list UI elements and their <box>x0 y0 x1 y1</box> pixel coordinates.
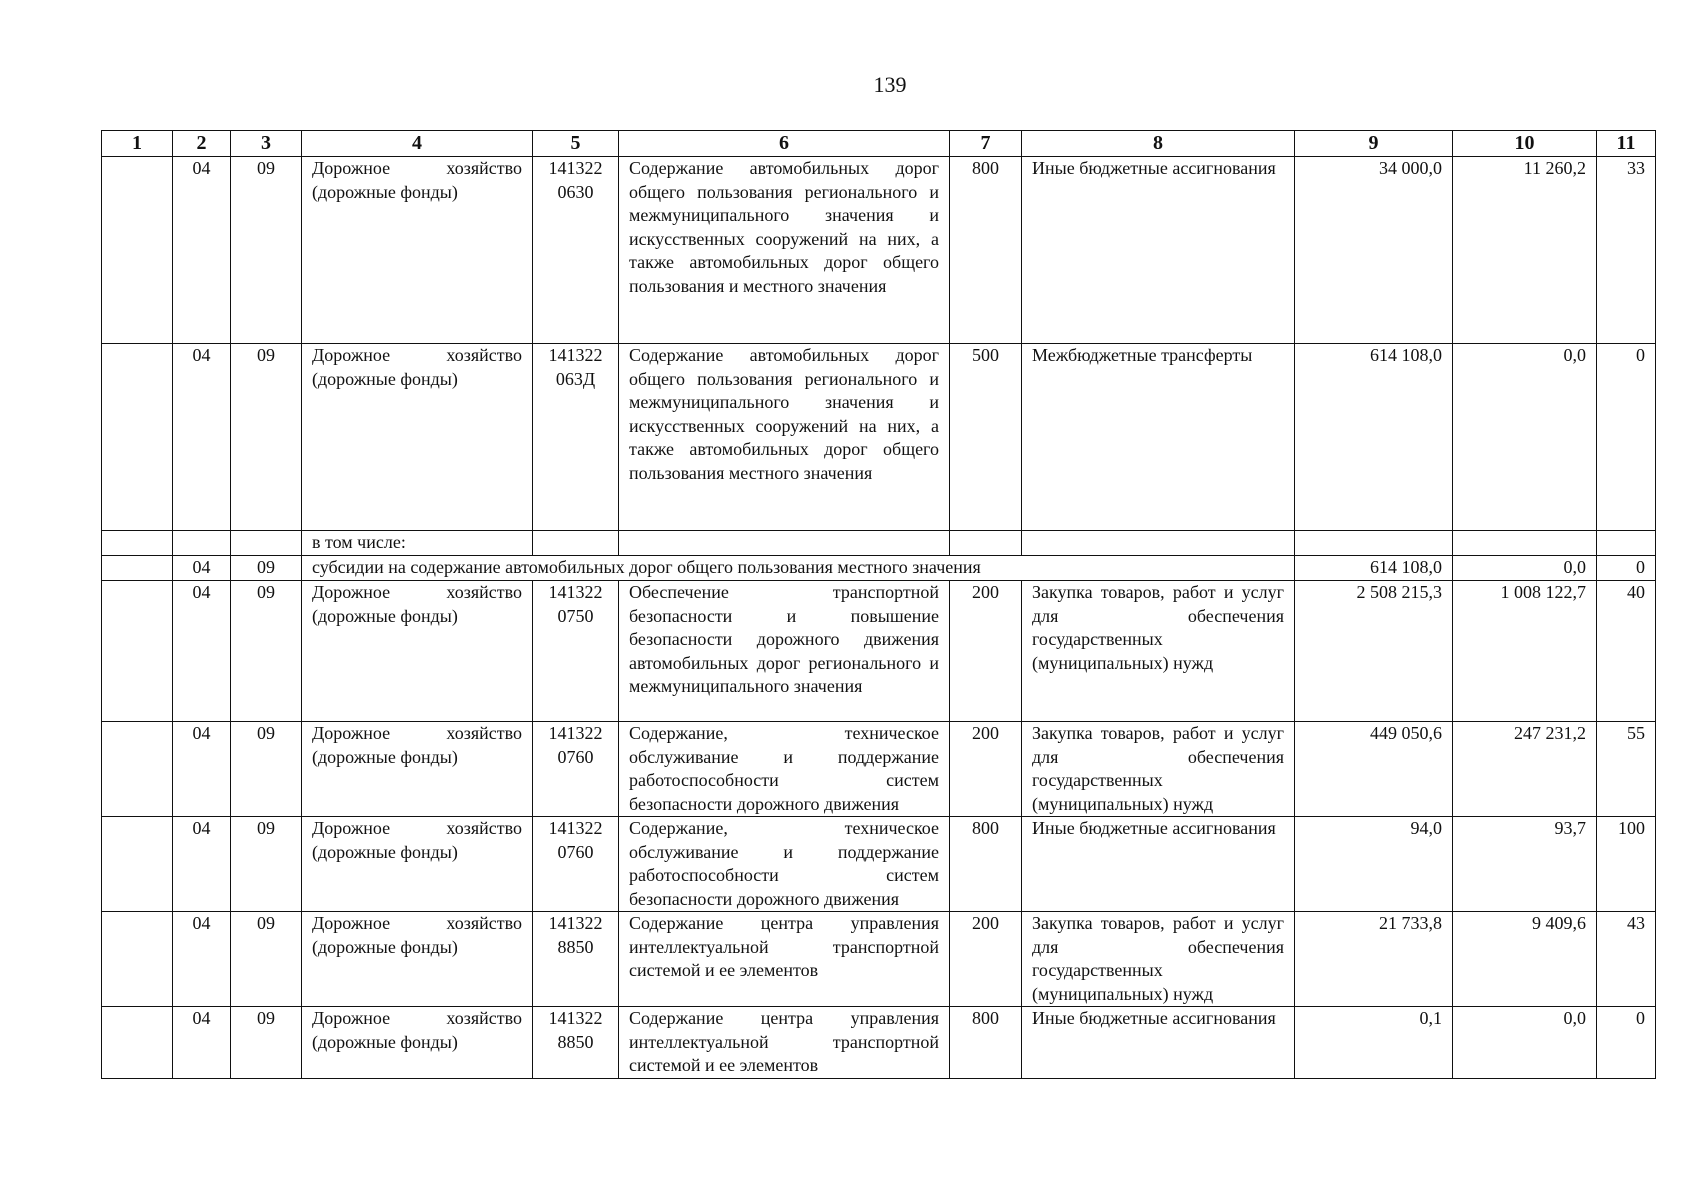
expense-type-name: Межбюджетные трансферты <box>1022 344 1295 531</box>
section-code: 04 <box>173 1007 231 1079</box>
execution-percent: 0 <box>1597 344 1656 531</box>
target-article-code: 141322 063Д <box>533 344 619 531</box>
table-cell <box>102 344 173 531</box>
target-article-name: Содержание, техническое обслуживание и поддержание работоспособности систем безопасности дорожного движения <box>619 817 950 912</box>
target-article-code: 141322 0630 <box>533 157 619 344</box>
expense-type-name: Закупка товаров, работ и услуг для обеспечения государственных (муниципальных) нужд <box>1022 581 1295 722</box>
target-article-code: 141322 8850 <box>533 1007 619 1079</box>
subsection-code: 09 <box>231 912 302 1007</box>
execution-percent: 100 <box>1597 817 1656 912</box>
plan-amount: 2 508 215,3 <box>1295 581 1453 722</box>
plan-amount: 614 108,0 <box>1295 556 1453 581</box>
table-row <box>102 817 1656 912</box>
table-cell <box>102 581 173 722</box>
subsection-code: 09 <box>231 344 302 531</box>
target-article-code: 141322 0760 <box>533 817 619 912</box>
target-article-code: 141322 8850 <box>533 912 619 1007</box>
table-row <box>102 157 1656 344</box>
target-article-name: Содержание, техническое обслуживание и поддержание работоспособности систем безопасности дорожного движения <box>619 722 950 817</box>
table-cell <box>102 556 173 581</box>
table-row <box>102 556 1656 581</box>
actual-amount: 0,0 <box>1453 556 1597 581</box>
expense-type-code: 200 <box>950 581 1022 722</box>
table-cell <box>1295 531 1453 556</box>
actual-amount: 9 409,6 <box>1453 912 1597 1007</box>
budget-table <box>101 130 1656 1079</box>
subsection-code: 09 <box>231 1007 302 1079</box>
actual-amount: 1 008 122,7 <box>1453 581 1597 722</box>
section-code: 04 <box>173 817 231 912</box>
plan-amount: 0,1 <box>1295 1007 1453 1079</box>
table-row <box>102 912 1656 1007</box>
actual-amount: 11 260,2 <box>1453 157 1597 344</box>
section-code: 04 <box>173 722 231 817</box>
execution-percent: 40 <box>1597 581 1656 722</box>
table-cell <box>173 531 231 556</box>
column-header: 8 <box>1022 131 1295 157</box>
column-header: 10 <box>1453 131 1597 157</box>
expense-type-code: 200 <box>950 722 1022 817</box>
target-article-code: 141322 0760 <box>533 722 619 817</box>
execution-percent: 0 <box>1597 1007 1656 1079</box>
table-cell <box>102 722 173 817</box>
table-row <box>102 344 1656 531</box>
execution-percent: 0 <box>1597 556 1656 581</box>
column-header: 9 <box>1295 131 1453 157</box>
section-name: Дорожное хозяйство (дорожные фонды) <box>302 817 533 912</box>
subsection-code: 09 <box>231 581 302 722</box>
expense-type-code: 800 <box>950 157 1022 344</box>
section-name: Дорожное хозяйство (дорожные фонды) <box>302 344 533 531</box>
actual-amount: 93,7 <box>1453 817 1597 912</box>
target-article-name: Содержание центра управления интеллектуальной транспортной системой и ее элементов <box>619 912 950 1007</box>
table-cell <box>102 1007 173 1079</box>
section-code: 04 <box>173 157 231 344</box>
subsection-code: 09 <box>231 722 302 817</box>
target-article-name: Содержание автомобильных дорог общего пользования регионального и межмуниципального значения и искусственных сооружений на них, а также автомобильных дорог общего пользования местного значения <box>619 344 950 531</box>
plan-amount: 614 108,0 <box>1295 344 1453 531</box>
execution-percent: 55 <box>1597 722 1656 817</box>
column-header: 7 <box>950 131 1022 157</box>
section-name: Дорожное хозяйство (дорожные фонды) <box>302 722 533 817</box>
subsection-code: 09 <box>231 817 302 912</box>
plan-amount: 94,0 <box>1295 817 1453 912</box>
table-cell <box>1453 531 1597 556</box>
section-name: Дорожное хозяйство (дорожные фонды) <box>302 912 533 1007</box>
target-article-name: Содержание центра управления интеллектуальной транспортной системой и ее элементов <box>619 1007 950 1079</box>
section-code: 04 <box>173 556 231 581</box>
expense-type-name: Закупка товаров, работ и услуг для обеспечения государственных (муниципальных) нужд <box>1022 912 1295 1007</box>
expense-type-code: 200 <box>950 912 1022 1007</box>
table-cell <box>231 531 302 556</box>
table-cell <box>102 912 173 1007</box>
expense-type-code: 800 <box>950 817 1022 912</box>
table-row <box>102 722 1656 817</box>
actual-amount: 0,0 <box>1453 1007 1597 1079</box>
section-code: 04 <box>173 581 231 722</box>
table-cell <box>102 531 173 556</box>
column-header: 2 <box>173 131 231 157</box>
subsection-code: 09 <box>231 556 302 581</box>
expense-type-name: Закупка товаров, работ и услуг для обеспечения государственных (муниципальных) нужд <box>1022 722 1295 817</box>
expense-type-name: Иные бюджетные ассигнования <box>1022 817 1295 912</box>
plan-amount: 21 733,8 <box>1295 912 1453 1007</box>
expense-type-name: Иные бюджетные ассигнования <box>1022 157 1295 344</box>
including-label: в том числе: <box>302 531 533 556</box>
subsection-code: 09 <box>231 157 302 344</box>
target-article-code: 141322 0750 <box>533 581 619 722</box>
subsidy-description: субсидии на содержание автомобильных дорог общего пользования местного значения <box>302 556 1295 581</box>
column-header: 4 <box>302 131 533 157</box>
table-row <box>102 1007 1656 1079</box>
table-cell <box>619 531 950 556</box>
table-cell <box>102 157 173 344</box>
actual-amount: 0,0 <box>1453 344 1597 531</box>
column-header: 5 <box>533 131 619 157</box>
section-name: Дорожное хозяйство (дорожные фонды) <box>302 1007 533 1079</box>
table-row <box>102 531 1656 556</box>
table-cell <box>102 817 173 912</box>
page-number: 139 <box>873 72 907 97</box>
table-cell <box>533 531 619 556</box>
section-name: Дорожное хозяйство (дорожные фонды) <box>302 581 533 722</box>
column-header: 1 <box>102 131 173 157</box>
actual-amount: 247 231,2 <box>1453 722 1597 817</box>
column-header: 6 <box>619 131 950 157</box>
target-article-name: Содержание автомобильных дорог общего пользования регионального и межмуниципального значения и искусственных сооружений на них, а также автомобильных дорог общего пользования и местного значения <box>619 157 950 344</box>
expense-type-name: Иные бюджетные ассигнования <box>1022 1007 1295 1079</box>
table-row <box>102 581 1656 722</box>
table-cell <box>950 531 1022 556</box>
target-article-name: Обеспечение транспортной безопасности и повышение безопасности дорожного движения автомобильных дорог регионального и межмуниципального значения <box>619 581 950 722</box>
header-row <box>102 131 1656 157</box>
column-header: 11 <box>1597 131 1656 157</box>
table-cell <box>1597 531 1656 556</box>
section-name: Дорожное хозяйство (дорожные фонды) <box>302 157 533 344</box>
table-cell <box>1022 531 1295 556</box>
execution-percent: 33 <box>1597 157 1656 344</box>
section-code: 04 <box>173 344 231 531</box>
expense-type-code: 800 <box>950 1007 1022 1079</box>
column-header: 3 <box>231 131 302 157</box>
execution-percent: 43 <box>1597 912 1656 1007</box>
plan-amount: 34 000,0 <box>1295 157 1453 344</box>
plan-amount: 449 050,6 <box>1295 722 1453 817</box>
expense-type-code: 500 <box>950 344 1022 531</box>
section-code: 04 <box>173 912 231 1007</box>
